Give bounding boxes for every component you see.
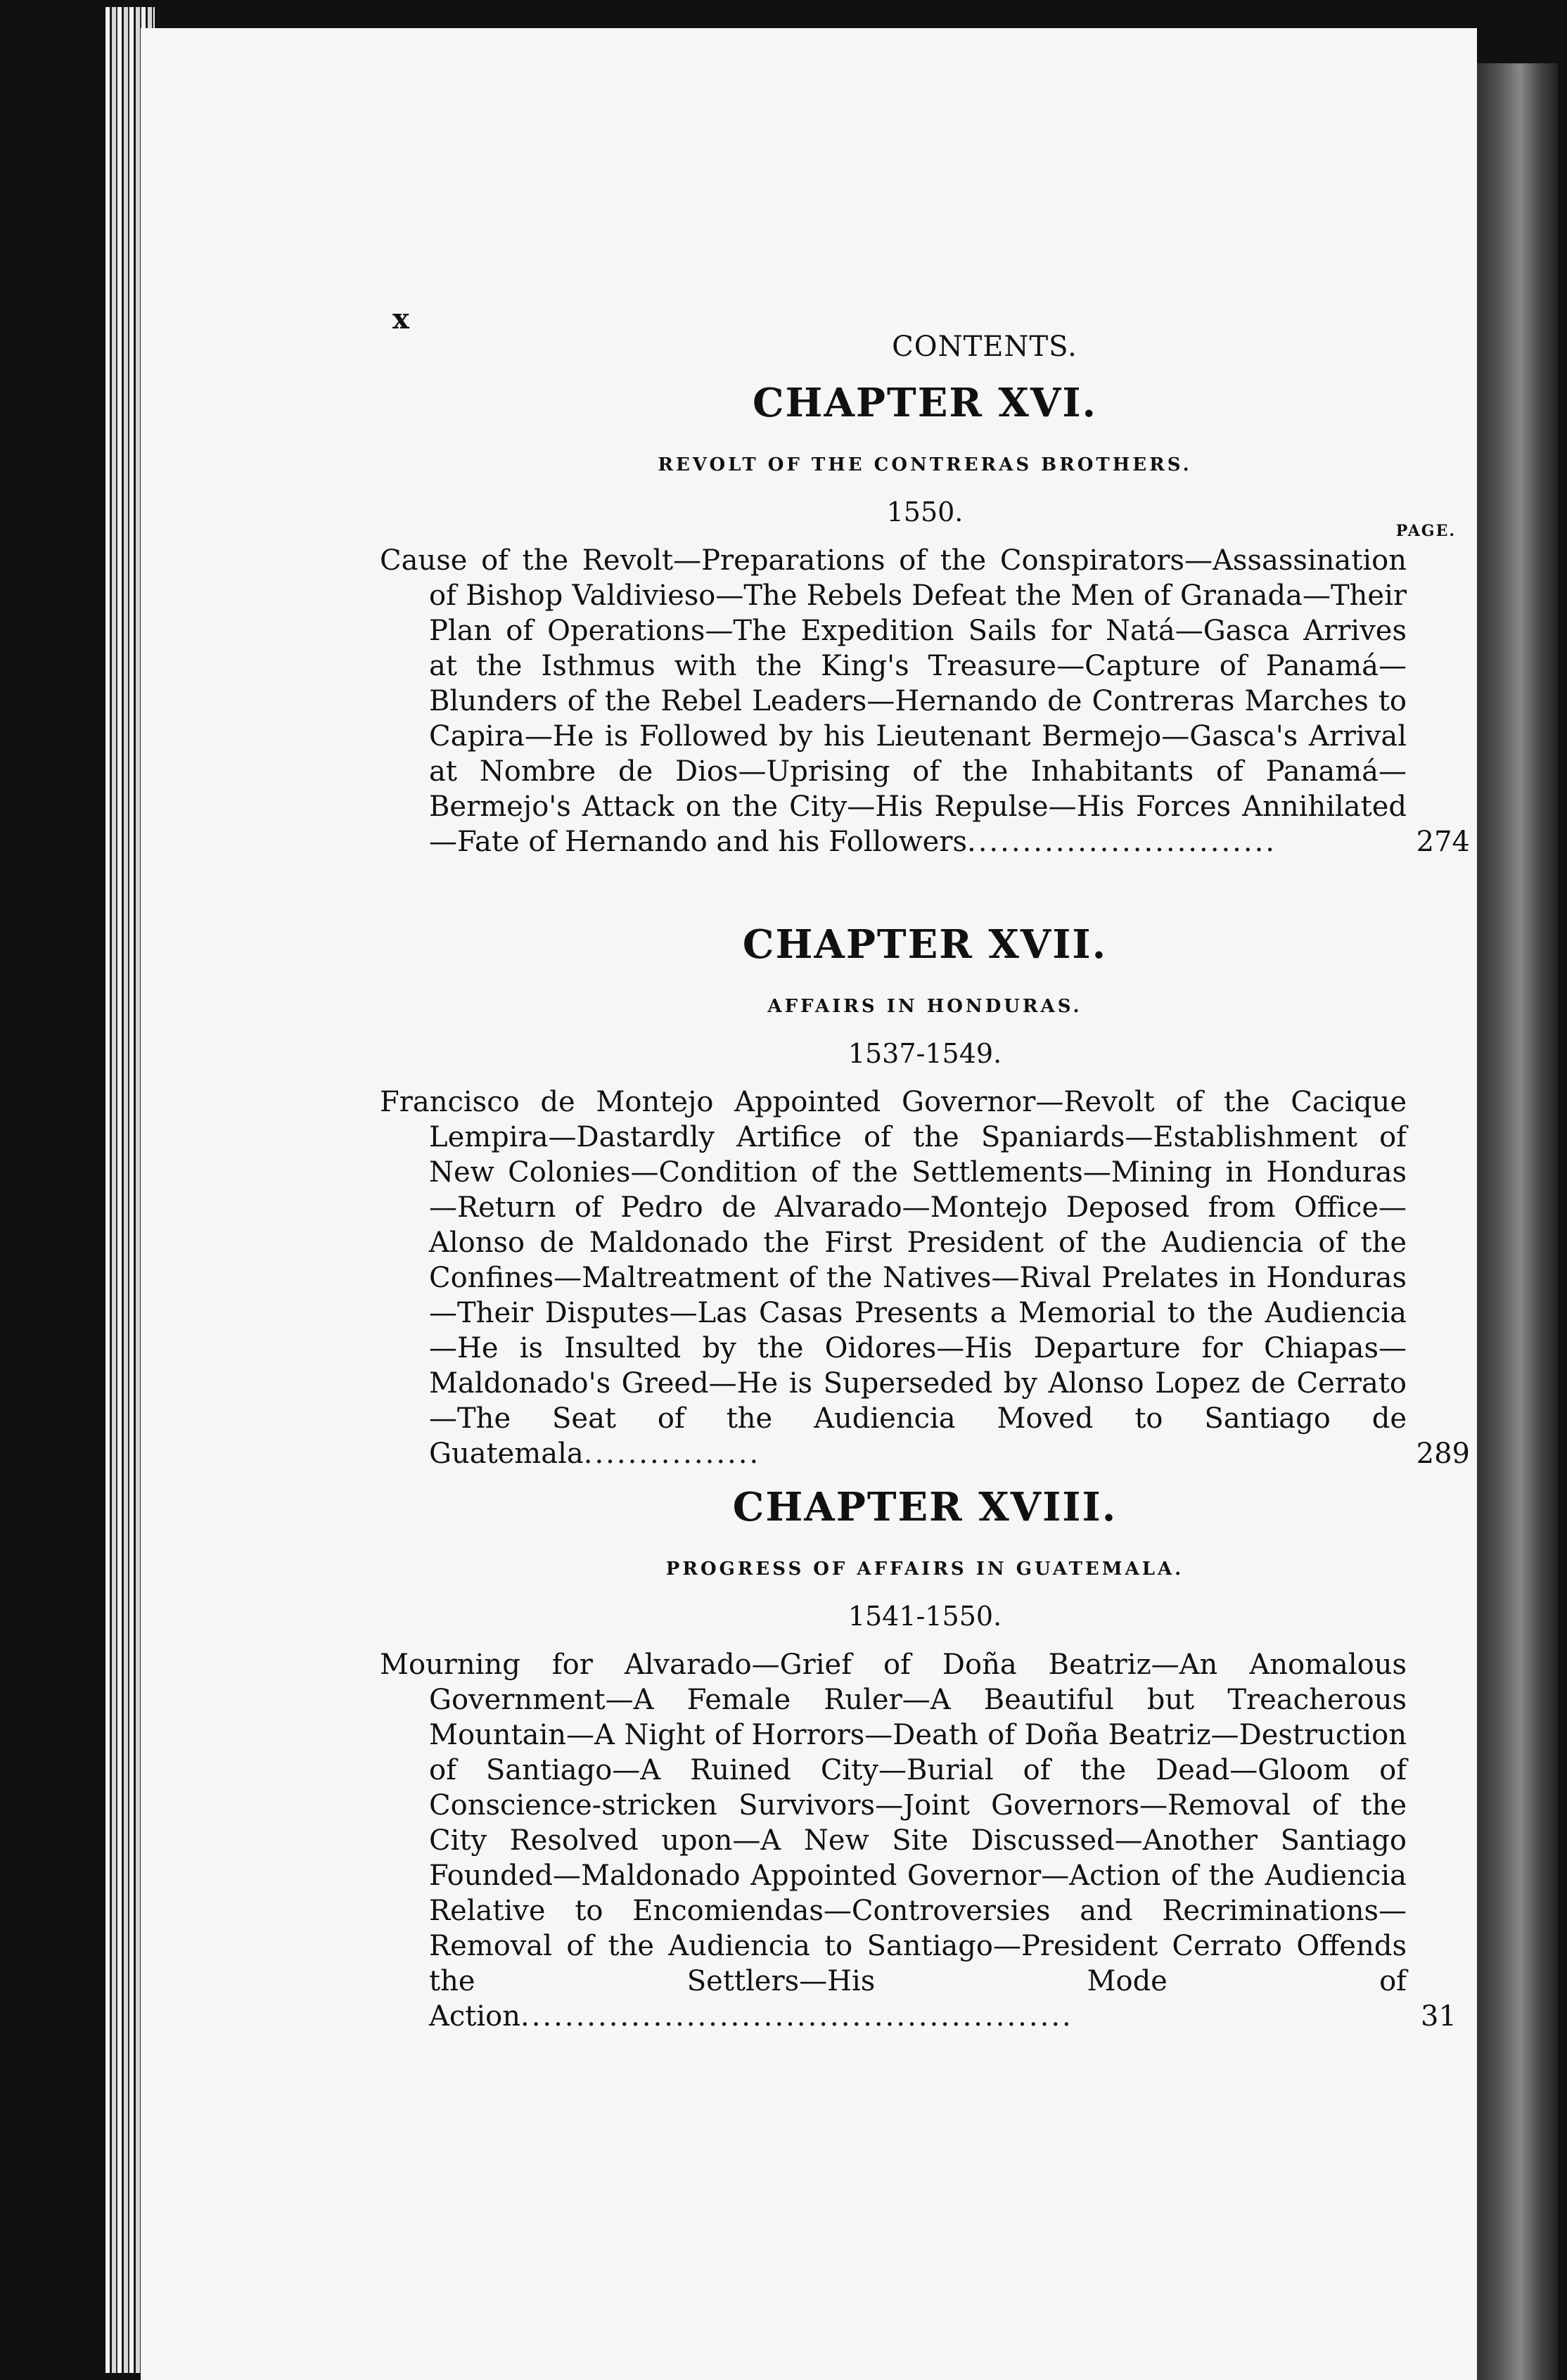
chapter-years: 1537-1549. xyxy=(848,1038,1002,1069)
chapter-title: CHAPTER XVII. xyxy=(742,921,1108,968)
chapter-subtitle: PROGRESS OF AFFAIRS IN GUATEMALA. xyxy=(665,1559,1184,1580)
chapter-entry xyxy=(380,380,1470,859)
chapter-title: CHAPTER XVIII. xyxy=(732,1484,1118,1530)
book-page xyxy=(141,28,1477,2380)
chapter-synopsis xyxy=(380,543,1470,859)
leader-dots: .................................................. xyxy=(520,2000,1073,2033)
book-right-edge xyxy=(1473,63,1558,2380)
synopsis-text: Francisco de Montejo Appointed Governor—Revolt of the Cacique Lempira—Dastardly Artifice of the Spaniards—Establishment of New Colonies—Condition of the Settlements—Mining in Honduras—Return of Pedro de Alvarado—Montejo Deposed from Office—Alonso de Maldonado the First President of the Audiencia of the Confines—Maltreatment of the Natives—Rival Prelates in Honduras—Their Disputes—Las Casas Presents a Memorial to the Audiencia—He is Insulted by the Oidores—His Departure for Chiapas—Maldonado's Greed—He is Superseded by Alonso Lopez de Cerrato—The Seat of the Audiencia Moved to Santiago de Guatemala xyxy=(380,1086,1407,1470)
synopsis-text: Cause of the Revolt—Preparations of the Conspirators—Assassination of Bishop Valdivieso—The Rebels Defeat the Men of Granada—Their Plan of Operations—The Expedition Sails for Natá—Gasca Arrives at the Isthmus with the King's Treasure—Capture of Panamá—Blunders of the Rebel Leaders—Hernando de Contreras Marches to Capira—He is Followed by his Lieutenant Bermejo—Gasca's Arrival at Nombre de Dios—Uprising of the Inhabitants of Panamá—Bermejo's Attack on the City—His Repulse—His Forces Annihilated—Fate of Hernando and his Followers xyxy=(380,544,1407,858)
synopsis-text: Mourning for Alvarado—Grief of Doña Beatriz—An Anomalous Government—A Female Ruler—A Beautiful but Treacherous Mountain—A Night of Horrors—Death of Doña Beatriz—Destruction of Santiago—A Ruined City—Burial of the Dead—Gloom of Conscience-stricken Survivors—Joint Governors—Removal of the City Resolved upon—A New Site Discussed—Another Santiago Founded—Maldonado Appointed Governor—Action of the Audiencia Relative to Encomiendas—Controversies and Recriminations—Removal of the Audiencia to Santiago—President Cerrato Offends the Settlers—His Mode of Action xyxy=(380,1649,1407,2033)
page-column-label: PAGE. xyxy=(1395,522,1456,540)
page-number: 274 xyxy=(1416,826,1470,858)
leader-dots: ................ xyxy=(583,1438,761,1470)
chapter-entry xyxy=(380,1484,1470,2034)
page-corner-mark: x xyxy=(392,302,409,335)
leader-dots: ............................ xyxy=(967,826,1277,858)
chapter-years: 1541-1550. xyxy=(848,1601,1002,1632)
chapter-title: CHAPTER XVI. xyxy=(752,380,1098,426)
chapter-entry xyxy=(380,921,1470,1471)
chapter-synopsis xyxy=(380,1085,1470,1471)
chapter-subtitle: AFFAIRS IN HONDURAS. xyxy=(767,996,1082,1017)
running-head: CONTENTS. xyxy=(892,331,1077,363)
chapter-subtitle: REVOLT OF THE CONTRERAS BROTHERS. xyxy=(658,454,1192,475)
page-number: 289 xyxy=(1416,1438,1470,1470)
chapter-years: 1550. xyxy=(886,497,964,527)
chapter-synopsis: Mourning for Alvarado—Grief of Doña Beatriz—An Anomalous Government—A Female Ruler—A Beautiful but Treacherous Mountain—A Night of Horrors—Death of Doña Beatriz—Destruction of Santiago—A Ruined City—Burial of the Dead—Gloom of Conscience-stricken Survivors—Joint Governors—Removal of the City Resolved upon—A New Site Discussed—Another Santiago Founded—Maldonado Appointed Governor—Action of the Audiencia Relative to Encomiendas—Controversies and Recriminations—Removal of the Audiencia to Santiago—President Cerrato Offends the Settlers—His Mode of Action.................................................. 31 xyxy=(380,1649,1457,2033)
